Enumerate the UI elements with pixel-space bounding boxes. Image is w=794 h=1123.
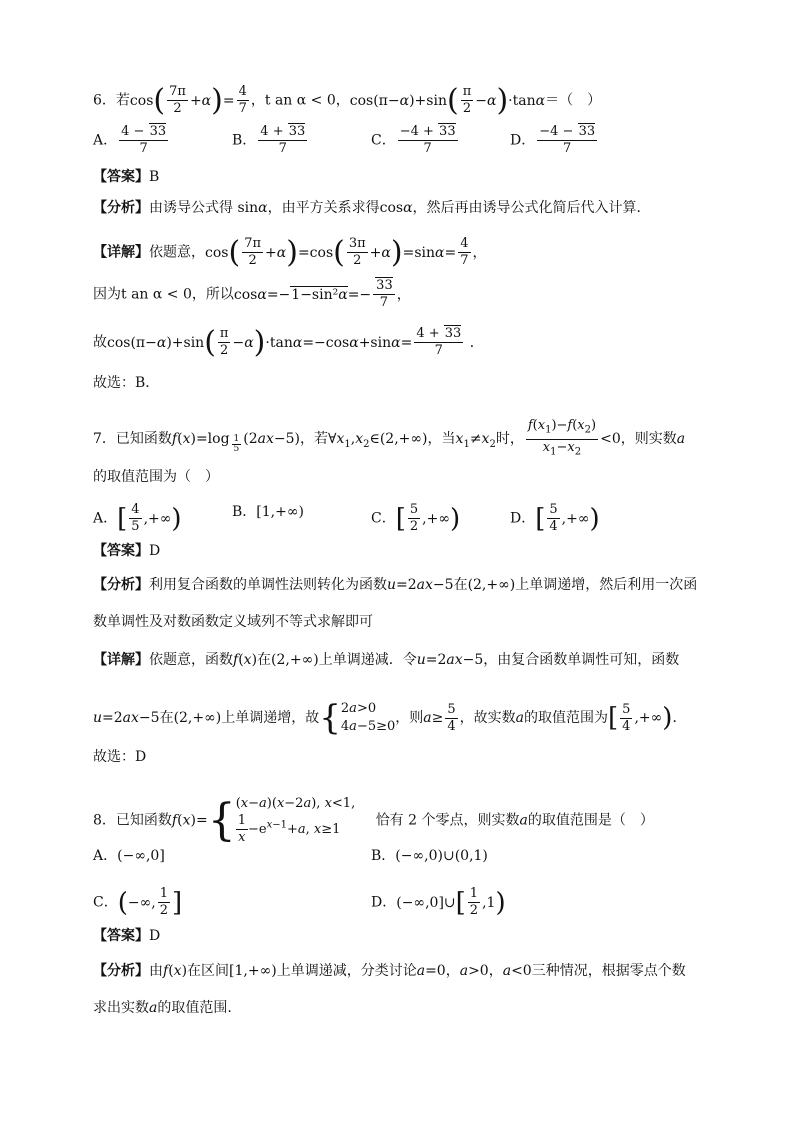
q8-option-c: C．(−∞, $\frac{1}{2}$ ]	[93, 886, 183, 918]
q7-option-b: B．[1,+∞)	[232, 504, 304, 520]
q6-number: 6．	[93, 92, 116, 109]
q6-hence: 故cos(π−α)+sin( $\frac{\pi}{2}$ −α)·tanα=−cosα+sinα= $\frac{4 + 33}{7}$ ．	[93, 324, 484, 360]
q7-detail: 【详解】依题意，函数f(x)在(2,+∞)上单调递减．令u=2ax−5，由复合函数单调性可知，函数	[93, 652, 680, 668]
q7-answer: 【答案】D	[93, 543, 161, 559]
q7-option-d: D．[ $\frac{5}{4}$ ,+∞)	[510, 502, 600, 534]
q6-stem-pre: 若	[115, 92, 130, 109]
q6-detail: 【详解】依题意，cos( $\frac{7\pi}{2}$ +α)=cos( $\frac{3\pi}{2}$ +α)=sinα= $\frac{4}{7}$ ，	[93, 234, 487, 270]
q6-stem-end: ＝（ ）	[545, 92, 602, 109]
q7-stem-line2: 的取值范围为（ ）	[93, 469, 219, 485]
q6-option-a: A． $\frac{4 - 33}{7}$	[93, 124, 167, 156]
q8-analysis-line2: 求出实数a的取值范围.	[93, 1000, 232, 1016]
q6-stem: 6．若cos( $\frac{7\pi}{2}$ +α)= $\frac{4}{7}$ ，t an α < 0，cos(π−α)+sin( $\frac{\pi}{2}$ −α)·tanα＝（ ）	[93, 82, 602, 118]
q6-option-d: D． $\frac{-4 - 33}{7}$	[510, 124, 596, 156]
q6-analysis: 【分析】由诱导公式得 sinα，由平方关系求得cosα，然后再由诱导公式化简后代入计算．	[93, 200, 651, 216]
q8-option-b: B．(−∞,0)∪(0,1)	[371, 848, 488, 864]
q8-stem: 8．已知函数f(x)={(x−a)(x−2a), x<1, $\frac{1}{x}$ $-e^{x-1}+a$, x≥1恰有 2 个零点，则实数a的取值范围是（ ）	[93, 794, 654, 846]
q6-because: 因为t an α < 0，所以cosα=−1−sin²α=− $\frac{33}{7}$ ，	[93, 278, 411, 310]
q6-answer: 【答案】B	[93, 169, 160, 185]
q7-option-c: C．[ $\frac{5}{2}$ ,+∞)	[371, 502, 461, 534]
q6-stem-mid: ，	[250, 92, 265, 109]
q6-stem-tan: t an α < 0，	[264, 92, 350, 109]
q7-analysis: 【分析】利用复合函数的单调性法则转化为函数u=2ax−5在(2,+∞)上单调递增，然后利用一次函	[93, 577, 698, 593]
q8-analysis: 【分析】由f(x)在区间[1,+∞)上单调递减，分类讨论a=0，a>0，a<0三种情况，根据零点个数	[93, 963, 686, 979]
q7-option-a: A．[ $\frac{4}{5}$ ,+∞)	[93, 502, 182, 534]
q7-stem: 7．已知函数f(x)=log $_{\frac{1}{5}}$ (2ax−5)，若$\forall x_1,x_2\in(2,+\infty)$，当$x_1\ne x_2$时， $\frac{f(x_1)-f(x_2)}{x_1-x_2}$ <0，则实数a	[93, 418, 686, 458]
q8-option-d: D．(−∞,0]∪[ $\frac{1}{2}$ ,1)	[371, 886, 506, 918]
q7-choose: 故选：D	[93, 749, 147, 765]
q7-detail-line2: u=2ax−5在(2,+∞)上单调递增，故{2a>0 4a−5≥0，则a≥ $\frac{5}{4}$ ，故实数a的取值范围为[ $\frac{5}{4}$ ,+∞)．	[93, 698, 687, 738]
q6-option-c: C． $\frac{-4 + 33}{7}$	[371, 124, 456, 156]
q6-choose: 故选：B．	[93, 375, 160, 391]
q6-option-b: B． $\frac{4 + 33}{7}$	[232, 124, 306, 156]
q7-analysis-line2: 数单调性及对数函数定义域列不等式求解即可	[93, 614, 373, 630]
q8-answer: 【答案】D	[93, 928, 161, 944]
q8-option-a: A．(−∞,0]	[93, 848, 165, 864]
